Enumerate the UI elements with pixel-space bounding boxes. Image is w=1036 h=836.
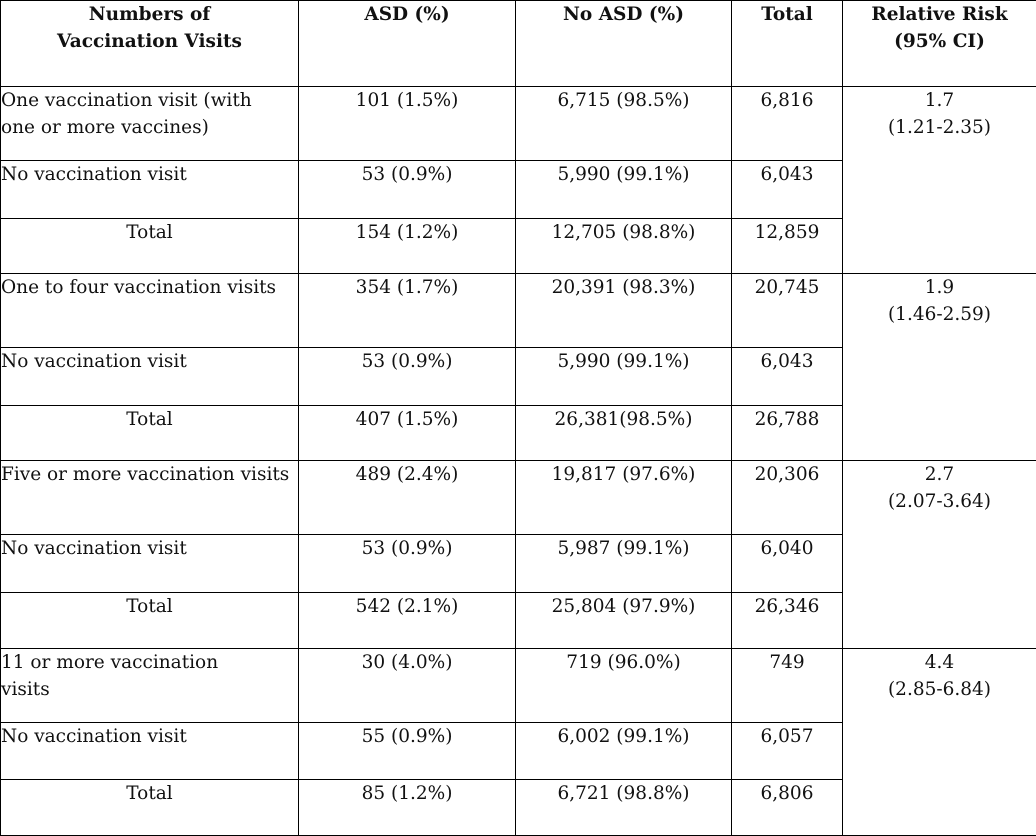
row-label: One to four vaccination visits	[1, 274, 299, 348]
no-asd-cell: 25,804 (97.9%)	[516, 593, 732, 648]
asd-cell: 407 (1.5%)	[299, 405, 516, 460]
no-asd-cell: 26,381(98.5%)	[516, 405, 732, 460]
asd-cell: 154 (1.2%)	[299, 218, 516, 273]
row-label: No vaccination visit	[1, 348, 299, 406]
header-asd: ASD (%)	[299, 1, 516, 87]
no-asd-cell: 6,715 (98.5%)	[516, 87, 732, 161]
no-asd-cell: 6,721 (98.8%)	[516, 780, 732, 836]
asd-cell: 101 (1.5%)	[299, 87, 516, 161]
no-asd-cell: 19,817 (97.6%)	[516, 461, 732, 535]
header-total: Total	[732, 1, 843, 87]
table-row	[1, 461, 1036, 535]
row-label: 11 or more vaccination visits	[1, 648, 299, 722]
row-label: One vaccination visit (with one or more vaccines)	[1, 87, 299, 161]
no-asd-cell: 5,990 (99.1%)	[516, 160, 732, 218]
asd-cell: 53 (0.9%)	[299, 535, 516, 593]
no-asd-cell: 12,705 (98.8%)	[516, 218, 732, 273]
row-label: Total	[1, 405, 299, 460]
asd-cell: 30 (4.0%)	[299, 648, 516, 722]
total-cell: 26,346	[732, 593, 843, 648]
row-label: No vaccination visit	[1, 160, 299, 218]
header-row	[1, 1, 1036, 87]
asd-cell: 85 (1.2%)	[299, 780, 516, 836]
total-cell: 26,788	[732, 405, 843, 460]
total-cell: 6,806	[732, 780, 843, 836]
asd-cell: 55 (0.9%)	[299, 722, 516, 780]
header-visits: Numbers of Vaccination Visits	[1, 1, 299, 87]
total-cell: 6,043	[732, 348, 843, 406]
total-cell: 20,745	[732, 274, 843, 348]
header-no-asd: No ASD (%)	[516, 1, 732, 87]
relative-risk-cell: 1.9 (1.46-2.59)	[843, 274, 1036, 461]
asd-cell: 53 (0.9%)	[299, 160, 516, 218]
relative-risk-cell: 1.7 (1.21-2.35)	[843, 87, 1036, 274]
total-cell: 20,306	[732, 461, 843, 535]
row-label: Total	[1, 218, 299, 273]
total-cell: 6,816	[732, 87, 843, 161]
row-label: Total	[1, 593, 299, 648]
table-row	[1, 274, 1036, 348]
asd-cell: 542 (2.1%)	[299, 593, 516, 648]
asd-cell: 489 (2.4%)	[299, 461, 516, 535]
total-cell: 6,043	[732, 160, 843, 218]
asd-cell: 53 (0.9%)	[299, 348, 516, 406]
no-asd-cell: 5,990 (99.1%)	[516, 348, 732, 406]
row-label: No vaccination visit	[1, 722, 299, 780]
no-asd-cell: 5,987 (99.1%)	[516, 535, 732, 593]
no-asd-cell: 20,391 (98.3%)	[516, 274, 732, 348]
table-row	[1, 87, 1036, 161]
row-label: No vaccination visit	[1, 535, 299, 593]
row-label: Total	[1, 780, 299, 836]
header-relative-risk: Relative Risk (95% CI)	[843, 1, 1036, 87]
total-cell: 6,040	[732, 535, 843, 593]
total-cell: 749	[732, 648, 843, 722]
total-cell: 6,057	[732, 722, 843, 780]
relative-risk-cell: 4.4 (2.85-6.84)	[843, 648, 1036, 835]
no-asd-cell: 719 (96.0%)	[516, 648, 732, 722]
no-asd-cell: 6,002 (99.1%)	[516, 722, 732, 780]
relative-risk-cell: 2.7 (2.07-3.64)	[843, 461, 1036, 648]
asd-cell: 354 (1.7%)	[299, 274, 516, 348]
total-cell: 12,859	[732, 218, 843, 273]
table-row	[1, 648, 1036, 722]
row-label: Five or more vaccination visits	[1, 461, 299, 535]
